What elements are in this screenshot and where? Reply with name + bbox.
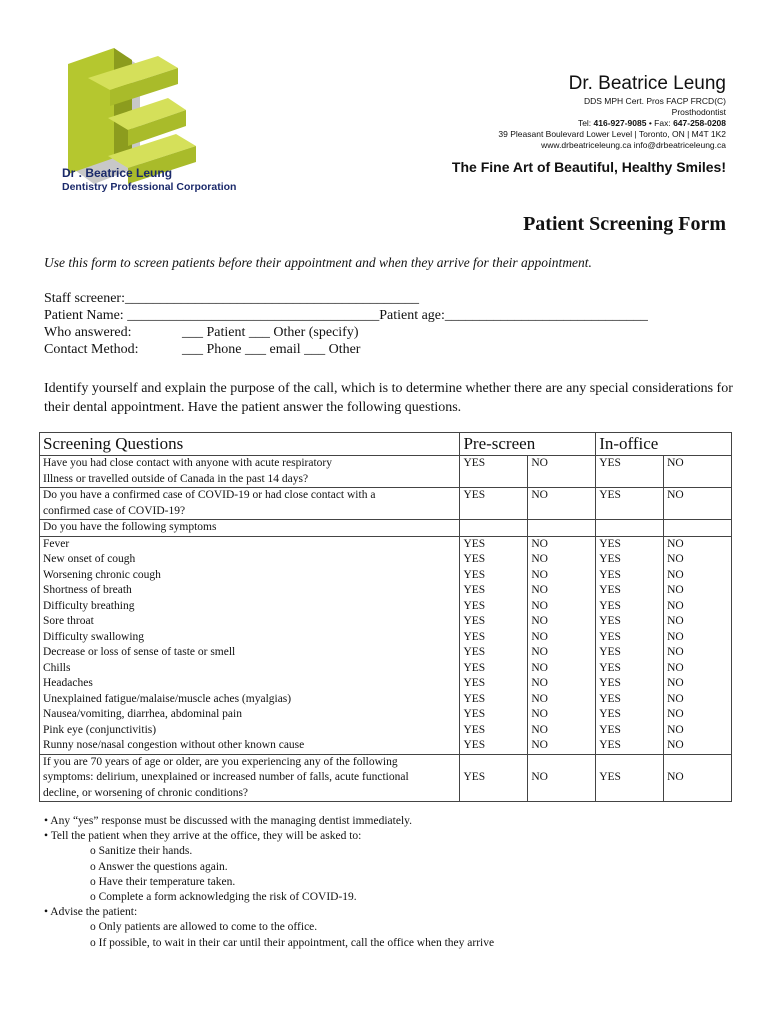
symptom-headaches: Headaches xyxy=(43,677,93,689)
instructions-notes xyxy=(44,814,494,951)
screening-table xyxy=(39,432,732,802)
yes-option[interactable]: YES xyxy=(599,537,621,550)
note-covid-form: o Complete a form acknowledging the risk of COVID-19. xyxy=(90,891,357,904)
symptom-runny-nose: Runny nose/nasal congestion without other known cause xyxy=(43,739,305,751)
symptom-pink-eye: Pink eye (conjunctivitis) xyxy=(43,723,157,736)
form-intro: Use this form to screen patients before their appointment and when they arrive for their appointment. xyxy=(44,255,592,270)
no-option[interactable]: NO xyxy=(531,568,548,581)
yes-option[interactable]: YES xyxy=(599,708,621,720)
question-line: confirmed case of COVID-19? xyxy=(43,504,186,517)
empty-cell xyxy=(596,520,664,537)
staff-screener-field[interactable]: Staff screener:__________________________________________ xyxy=(44,291,419,306)
no-option[interactable]: NO xyxy=(531,599,548,612)
prescreen-yes[interactable]: YES xyxy=(460,488,528,520)
contact-method-field[interactable] xyxy=(44,341,648,358)
question-cell xyxy=(40,754,460,802)
no-option[interactable]: NO xyxy=(531,630,548,643)
yes-option[interactable]: YES xyxy=(599,630,621,643)
yes-option[interactable]: YES xyxy=(599,692,621,705)
header-prescreen: Pre-screen xyxy=(460,433,596,456)
no-option[interactable]: NO xyxy=(531,723,548,736)
table-row xyxy=(40,488,732,520)
header-questions: Screening Questions xyxy=(40,433,460,456)
yes-option[interactable]: YES xyxy=(463,553,486,565)
note-answer-again: o Answer the questions again. xyxy=(90,860,228,873)
yes-option[interactable]: YES xyxy=(463,584,486,596)
inoffice-yes[interactable]: YES xyxy=(596,456,664,488)
inoffice-yes[interactable]: YES xyxy=(596,488,664,520)
tel-number: 416-927-9085 xyxy=(593,118,647,128)
yes-option[interactable]: YES xyxy=(463,677,486,689)
question-line: symptoms: delirium, unexplained or increased number of falls, acute functional xyxy=(43,771,409,783)
no-option[interactable]: NO xyxy=(531,537,548,550)
logo-e-blocks xyxy=(68,48,196,184)
question-line: decline, or worsening of chronic conditions? xyxy=(43,786,249,799)
no-option[interactable]: NO xyxy=(531,584,548,596)
no-option[interactable]: NO xyxy=(531,739,548,751)
question-cell xyxy=(40,488,460,520)
inoffice-no[interactable]: NO xyxy=(664,488,732,520)
call-instructions: Identify yourself and explain the purpose of the call, which is to determine whether there are any special considerations for their dental appointment. Have the patient answer the following questions. xyxy=(44,381,733,415)
no-option[interactable]: NO xyxy=(531,692,548,705)
yes-option[interactable]: YES xyxy=(463,708,486,720)
no-option[interactable]: NO xyxy=(667,599,684,612)
note-only-patients: o Only patients are allowed to come to the office. xyxy=(90,921,318,934)
prescreen-no[interactable]: NO xyxy=(528,488,596,520)
header-inoffice: In-office xyxy=(596,433,732,456)
website-email: www.drbeatriceleung.ca info@drbeatriceleung.ca xyxy=(541,140,726,150)
empty-cell xyxy=(528,520,596,537)
yes-option[interactable]: YES xyxy=(599,568,621,581)
specialty: Prosthodontist xyxy=(671,107,726,117)
symptom-cell xyxy=(40,536,460,754)
yes-option[interactable]: YES xyxy=(599,615,621,627)
question-line: Illness or travelled outside of Canada in the past 14 days? xyxy=(43,472,309,485)
symptom-taste-smell: Decrease or loss of sense of taste or smell xyxy=(43,646,236,658)
symptom-shortness-breath: Shortness of breath xyxy=(43,584,132,596)
phone-fax-line xyxy=(498,118,726,129)
no-option[interactable]: NO xyxy=(667,553,684,565)
credentials: DDS MPH Cert. Pros FACP FRCD(C) xyxy=(584,96,726,106)
no-option[interactable]: NO xyxy=(667,584,684,596)
prescreen-yes[interactable]: YES xyxy=(460,456,528,488)
no-option[interactable]: NO xyxy=(667,630,684,643)
note-yes-response: • Any “yes” response must be discussed with the managing dentist immediately. xyxy=(44,815,413,827)
no-option[interactable]: NO xyxy=(667,537,684,550)
no-option[interactable]: NO xyxy=(667,646,684,658)
who-answered-label: Who answered: xyxy=(44,325,132,340)
yes-option[interactable]: YES xyxy=(463,692,486,705)
note-wait-in-car: o If possible, to wait in their car until their appointment, call the office when they arrive xyxy=(90,936,495,949)
symptom-nausea: Nausea/vomiting, diarrhea, abdominal pain xyxy=(43,708,242,720)
note-temperature: o Have their temperature taken. xyxy=(90,875,236,888)
yes-option[interactable]: YES xyxy=(463,615,486,627)
no-option[interactable]: NO xyxy=(667,568,684,581)
no-option[interactable]: NO xyxy=(531,677,548,689)
table-row xyxy=(40,456,732,488)
question-line: If you are 70 years of age or older, are you experiencing any of the following xyxy=(43,755,398,768)
no-option[interactable]: NO xyxy=(667,708,684,720)
fax-number: 647-258-0208 xyxy=(673,118,726,128)
logo-name: Dr . Beatrice Leung xyxy=(62,166,173,180)
prescreen-yes[interactable]: YES xyxy=(460,754,528,802)
tagline: The Fine Art of Beautiful, Healthy Smiles! xyxy=(451,159,726,175)
yes-option[interactable]: YES xyxy=(599,739,621,751)
symptom-fatigue: Unexplained fatigue/malaise/muscle aches (myalgias) xyxy=(43,692,292,705)
empty-cell xyxy=(664,520,732,537)
no-option[interactable]: NO xyxy=(667,661,684,674)
symptom-row xyxy=(40,536,732,754)
yes-option[interactable]: YES xyxy=(599,584,621,596)
no-option[interactable]: NO xyxy=(667,677,684,689)
no-option[interactable]: NO xyxy=(667,692,684,705)
contact-method-options[interactable]: ___ Phone ___ email ___ Other xyxy=(182,342,361,357)
symptom-cough: New onset of cough xyxy=(43,553,136,565)
inoffice-no[interactable]: NO xyxy=(664,754,732,802)
question-line: Do you have a confirmed case of COVID-19 or had close contact with a xyxy=(43,489,376,501)
symptom-chronic-cough: Worsening chronic cough xyxy=(43,568,161,581)
symptom-swallowing: Difficulty swallowing xyxy=(43,630,145,643)
patient-name-age-field[interactable]: Patient Name: ____________________________________Patient age:_____________________________ xyxy=(44,308,648,323)
form-title: Patient Screening Form xyxy=(523,213,726,235)
question-cell xyxy=(40,456,460,488)
patient-fields xyxy=(44,290,648,358)
prescreen-no[interactable]: NO xyxy=(528,456,596,488)
who-answered-field[interactable] xyxy=(44,324,648,341)
yes-option[interactable]: YES xyxy=(599,723,621,736)
prescreen-no-column xyxy=(528,536,596,754)
yes-option[interactable]: YES xyxy=(599,661,621,674)
note-advise: • Advise the patient: xyxy=(44,906,138,919)
empty-cell xyxy=(460,520,528,537)
inoffice-no[interactable]: NO xyxy=(664,456,732,488)
logo-corporation: Dentistry Professional Corporation xyxy=(62,181,237,193)
no-option[interactable]: NO xyxy=(531,646,548,658)
table-header-row xyxy=(40,433,732,456)
yes-option[interactable]: YES xyxy=(599,599,621,612)
yes-option[interactable]: YES xyxy=(463,661,486,674)
yes-option[interactable]: YES xyxy=(599,677,621,689)
table-row xyxy=(40,754,732,802)
question-cell: Do you have the following symptoms xyxy=(40,520,460,537)
who-answered-options[interactable]: ___ Patient ___ Other (specify) xyxy=(182,325,359,340)
yes-option[interactable]: YES xyxy=(463,599,486,612)
symptom-difficulty-breathing: Difficulty breathing xyxy=(43,599,135,612)
symptom-fever: Fever xyxy=(43,537,70,550)
no-option[interactable]: NO xyxy=(531,553,548,565)
yes-option[interactable]: YES xyxy=(599,646,621,658)
doctor-name: Dr. Beatrice Leung xyxy=(568,73,726,94)
practice-header xyxy=(498,72,726,151)
contact-method-label: Contact Method: xyxy=(44,342,139,357)
yes-option[interactable]: YES xyxy=(463,723,486,736)
symptom-sore-throat: Sore throat xyxy=(43,615,94,627)
prescreen-no[interactable]: NO xyxy=(528,754,596,802)
symptom-chills: Chills xyxy=(43,661,71,674)
inoffice-yes-column xyxy=(596,536,664,754)
question-line: Have you had close contact with anyone with acute respiratory xyxy=(43,457,332,469)
no-option[interactable]: NO xyxy=(531,661,548,674)
note-tell-patient: • Tell the patient when they arrive at the office, they will be asked to: xyxy=(44,830,362,843)
no-option[interactable]: NO xyxy=(667,615,684,627)
tel-label: Tel: xyxy=(577,118,594,128)
no-option[interactable]: NO xyxy=(667,723,684,736)
no-option[interactable]: NO xyxy=(531,615,548,627)
yes-option[interactable]: YES xyxy=(463,630,486,643)
fax-label: • Fax: xyxy=(646,118,674,128)
note-sanitize: o Sanitize their hands. xyxy=(90,845,193,858)
inoffice-yes[interactable]: YES xyxy=(596,754,664,802)
no-option[interactable]: NO xyxy=(667,739,684,751)
prescreen-yes-column xyxy=(460,536,528,754)
yes-option[interactable]: YES xyxy=(599,553,621,565)
no-option[interactable]: NO xyxy=(531,708,548,720)
yes-option[interactable]: YES xyxy=(463,739,486,751)
yes-option[interactable]: YES xyxy=(463,646,486,658)
address: 39 Pleasant Boulevard Lower Level | Toronto, ON | M4T 1K2 xyxy=(498,129,726,139)
yes-option[interactable]: YES xyxy=(463,568,486,581)
yes-option[interactable]: YES xyxy=(463,537,486,550)
inoffice-no-column xyxy=(664,536,732,754)
table-row xyxy=(40,520,732,537)
